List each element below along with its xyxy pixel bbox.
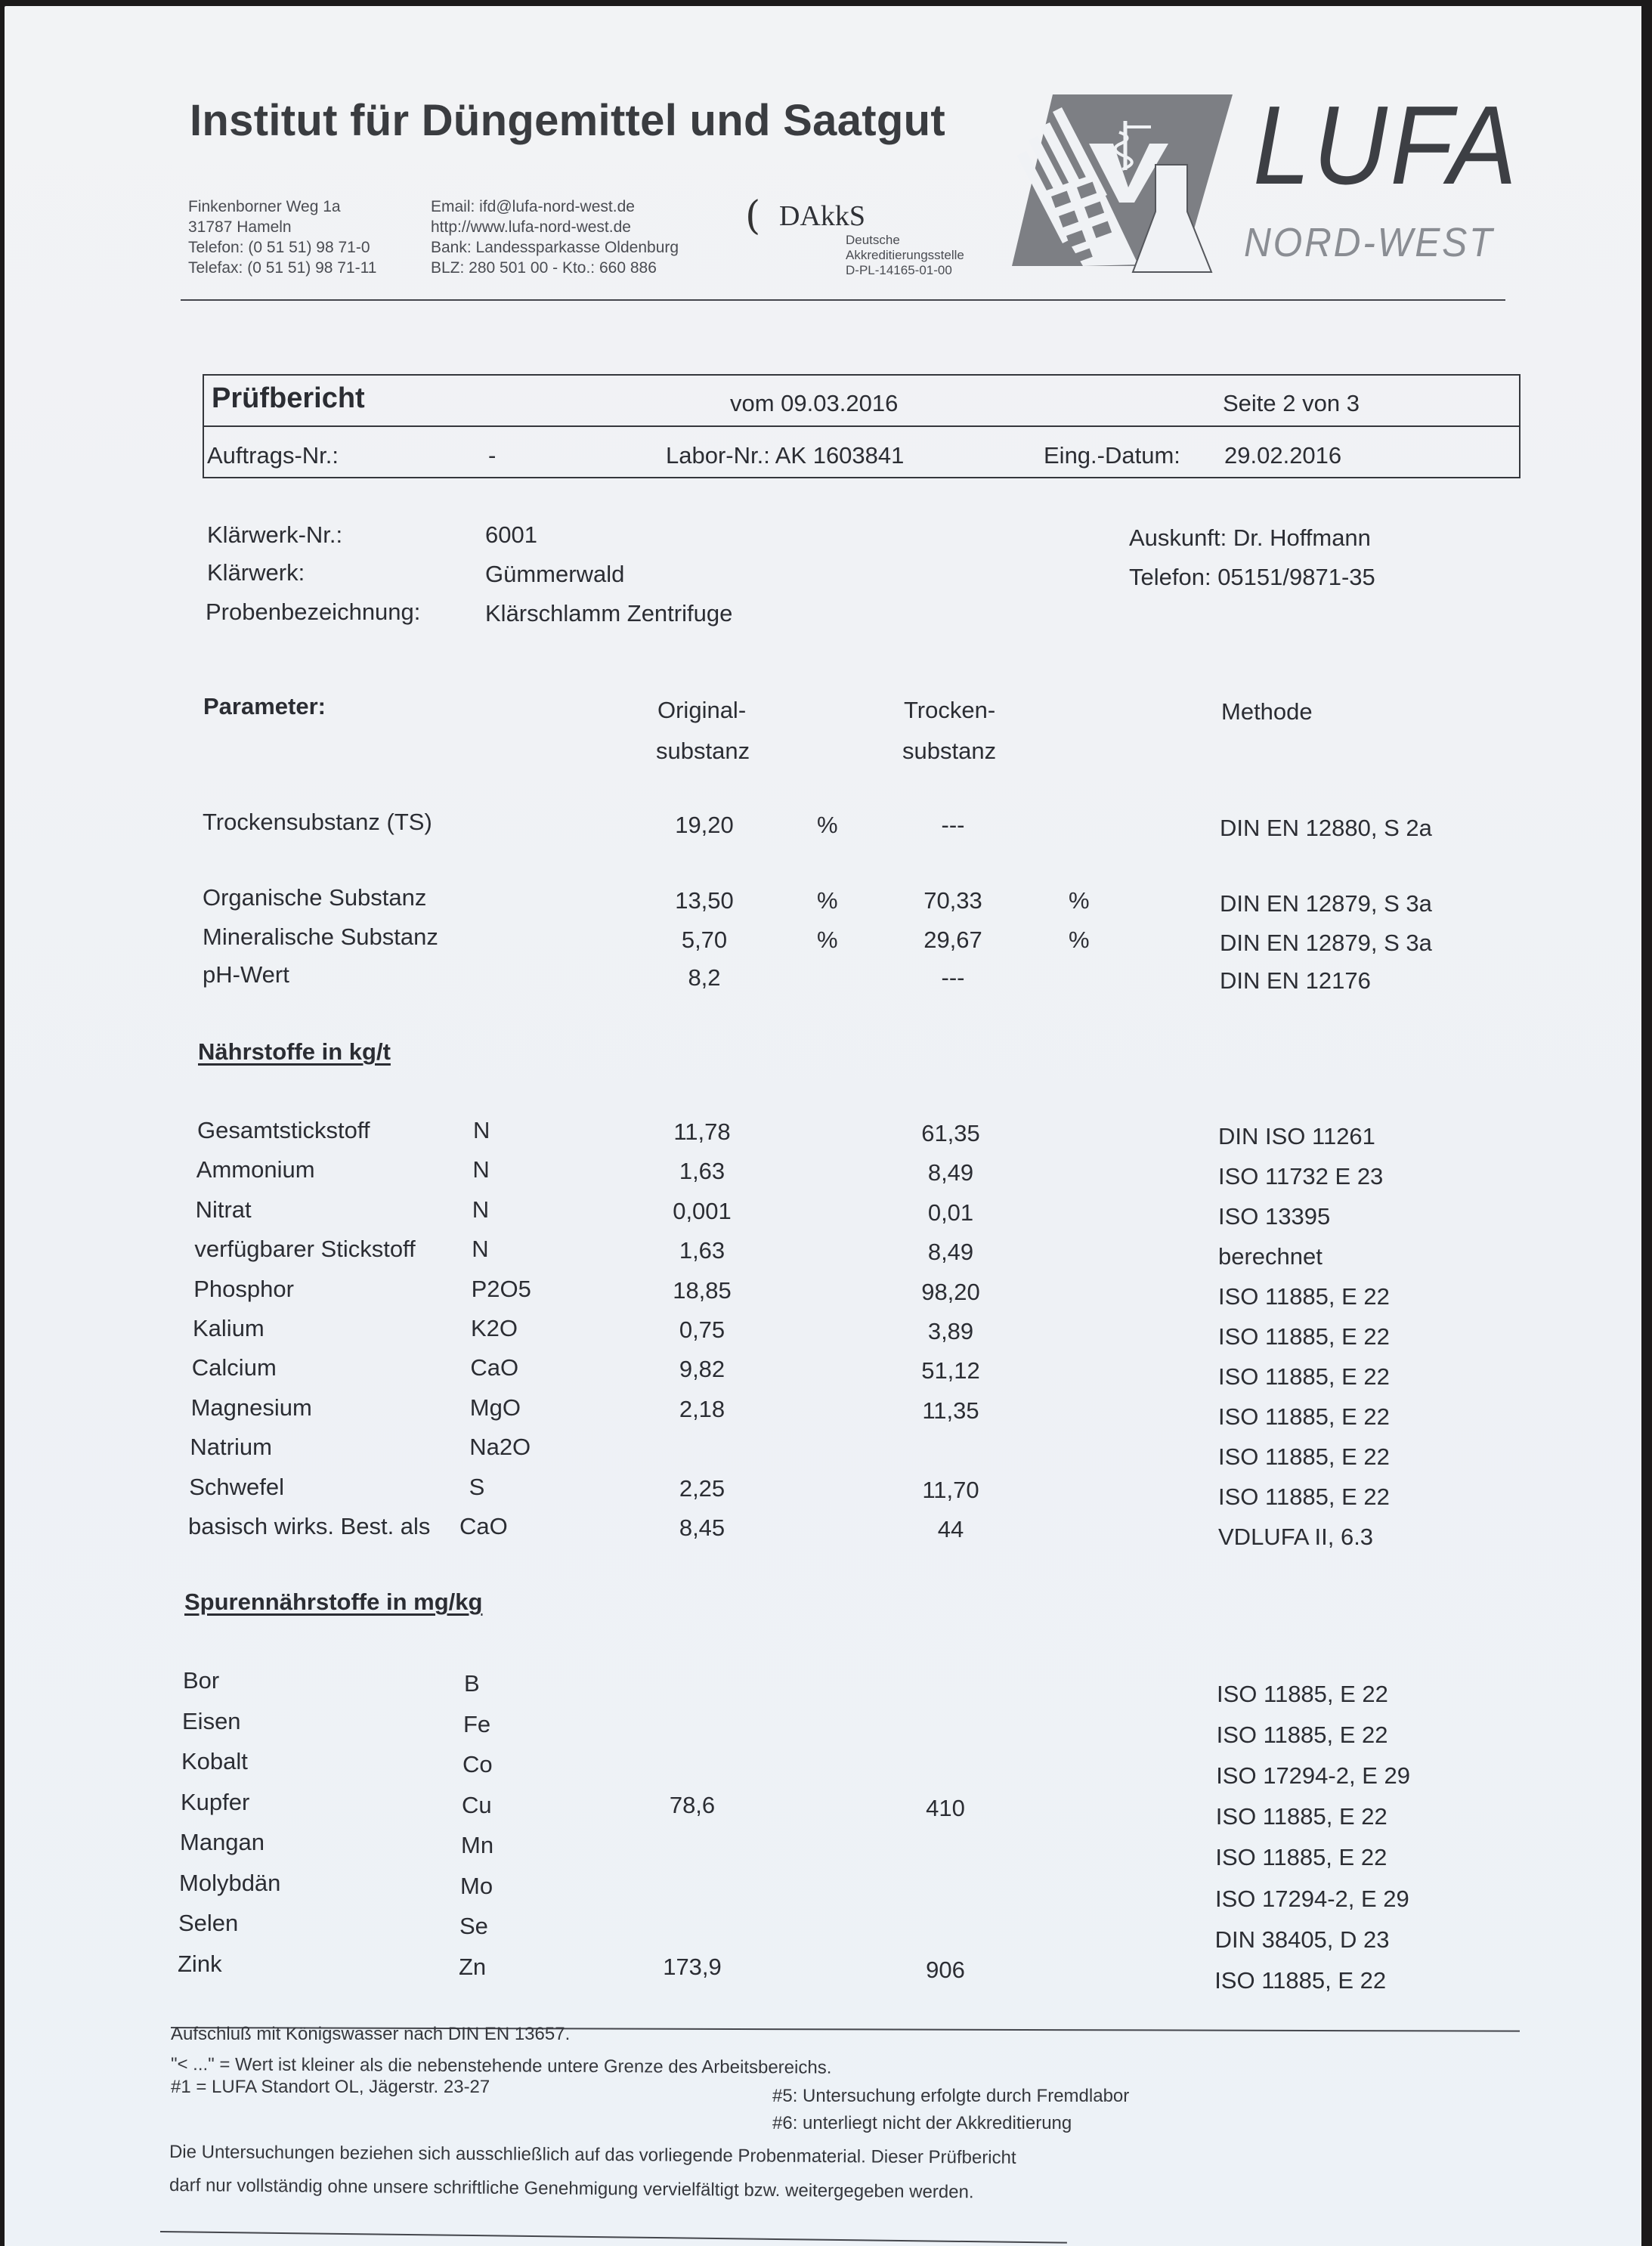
- nutrient-symbol: N: [473, 1117, 490, 1143]
- method: ISO 11885, E 22: [1217, 1681, 1388, 1707]
- nutrient-name: Calcium: [191, 1354, 277, 1381]
- col-header-dry-2: substanz: [902, 738, 997, 764]
- method: ISO 17294-2, E 29: [1215, 1885, 1409, 1912]
- box-divider: [204, 425, 1519, 427]
- nutrient-name: Schwefel: [189, 1473, 284, 1500]
- nutrient-symbol: CaO: [470, 1354, 519, 1381]
- dry-value: 0,01: [927, 1199, 974, 1226]
- disclaimer-line-1: Die Untersuchungen beziehen sich ausschließlich auf das vorliegende Probenmaterial. Dieser Prüfbericht: [169, 2142, 1016, 2168]
- method: ISO 11885, E 22: [1218, 1483, 1390, 1510]
- nutrient-name: verfügbarer Stickstoff: [194, 1236, 416, 1263]
- method: DIN ISO 11261: [1218, 1123, 1375, 1149]
- footnote-6: #6: unterliegt nicht der Akkreditierung: [772, 2113, 1072, 2133]
- nutrient-symbol: N: [472, 1156, 490, 1183]
- institute-title: Institut für Düngemittel und Saatgut: [190, 96, 945, 145]
- original-value: 13,50: [675, 887, 734, 914]
- nutrient-symbol: CaO: [459, 1513, 508, 1539]
- col-header-parameter: Parameter:: [203, 693, 326, 719]
- plant-number-label: Klärwerk-Nr.:: [207, 521, 343, 548]
- nutrient-symbol: S: [469, 1473, 485, 1500]
- lufa-emblem-icon: [1006, 91, 1240, 280]
- original-value: 0,75: [679, 1316, 725, 1343]
- dry-value: 410: [926, 1794, 965, 1821]
- trace-name: Kupfer: [181, 1788, 250, 1815]
- trace-symbol: Mn: [461, 1832, 494, 1858]
- nutrient-symbol: Na2O: [469, 1434, 531, 1461]
- original-value: 2,18: [679, 1395, 725, 1422]
- original-value: 0,001: [673, 1197, 732, 1224]
- method: ISO 11885, E 22: [1218, 1403, 1390, 1430]
- order-number-label: Auftrags-Nr.:: [207, 442, 339, 469]
- method: ISO 11885, E 22: [1216, 1722, 1388, 1749]
- dry-unit: %: [1069, 927, 1090, 953]
- trace-symbol: Mo: [460, 1872, 493, 1899]
- nutrient-name: Natrium: [190, 1434, 272, 1461]
- method: VDLUFA II, 6.3: [1218, 1524, 1374, 1550]
- lufa-brand: LUFA: [1253, 83, 1520, 208]
- dakks-logo-icon: (: [745, 193, 761, 239]
- trace-symbol: Co: [462, 1751, 493, 1777]
- trace-name: Kobalt: [181, 1748, 248, 1774]
- plant-number-value: 6001: [485, 521, 537, 548]
- method: DIN EN 12879, S 3a: [1220, 930, 1432, 956]
- report-date: vom 09.03.2016: [730, 390, 899, 416]
- dry-value: 29,67: [923, 927, 982, 953]
- trace-name: Selen: [178, 1910, 239, 1936]
- nutrient-symbol: MgO: [469, 1394, 521, 1421]
- nutrient-symbol: N: [472, 1236, 489, 1263]
- trace-symbol: Fe: [463, 1710, 491, 1737]
- received-date-label: Eing.-Datum:: [1044, 442, 1180, 469]
- dry-value: ---: [941, 812, 965, 838]
- trace-name: Eisen: [182, 1707, 241, 1734]
- dry-value: 3,89: [927, 1318, 974, 1344]
- address-line: Finkenborner Weg 1a: [188, 198, 341, 215]
- method: ISO 11732 E 23: [1218, 1163, 1384, 1190]
- col-header-original-2: substanz: [656, 738, 750, 764]
- original-value: 8,45: [679, 1514, 725, 1541]
- dakks-subtitle-line: Akkreditierungsstelle: [846, 248, 964, 262]
- method: ISO 11885, E 22: [1214, 1966, 1387, 1994]
- plant-label: Klärwerk:: [207, 559, 305, 586]
- lab-number: Labor-Nr.: AK 1603841: [666, 442, 905, 469]
- original-value: 11,78: [673, 1118, 731, 1145]
- report-page: [5, 6, 1641, 2246]
- lufa-region: NORD-WEST: [1244, 220, 1495, 265]
- sample-label: Probenbezeichnung:: [206, 599, 421, 625]
- original-value: 8,2: [688, 964, 721, 991]
- dry-value: 61,35: [921, 1120, 980, 1146]
- dry-value: 8,49: [927, 1159, 974, 1186]
- trace-name: Mangan: [180, 1829, 265, 1855]
- footnote-digestion: Aufschluß mit Königswasser nach DIN EN 13657.: [171, 2024, 571, 2044]
- dry-value: ---: [941, 964, 965, 991]
- nutrient-name: Magnesium: [190, 1394, 312, 1421]
- email-text: Email: ifd@lufa-nord-west.de: [431, 198, 635, 215]
- method: ISO 11885, E 22: [1218, 1283, 1390, 1310]
- dakks-subtitle: [846, 233, 964, 278]
- dry-value: 51,12: [921, 1357, 980, 1384]
- trace-name: Bor: [183, 1667, 220, 1694]
- footnote-1: #1 = LUFA Standort OL, Jägerstr. 23-27: [171, 2077, 490, 2097]
- nutrient-name: Nitrat: [195, 1196, 252, 1223]
- original-value: 19,20: [675, 812, 734, 838]
- nutrient-symbol: K2O: [471, 1315, 518, 1341]
- sample-value: Klärschlamm Zentrifuge: [485, 600, 733, 626]
- contact-person: Auskunft: Dr. Hoffmann: [1129, 524, 1371, 551]
- trace-symbol: B: [464, 1670, 480, 1697]
- address-line: Telefon: (0 51 51) 98 71-0: [188, 239, 370, 256]
- contact-block: [431, 196, 679, 278]
- nutrient-name: Ammonium: [196, 1156, 315, 1183]
- dry-value: 11,35: [922, 1397, 979, 1424]
- bank-account-text: BLZ: 280 501 00 - Kto.: 660 886: [431, 259, 657, 277]
- nutrients-heading: Nährstoffe in kg/t: [198, 1038, 391, 1065]
- page-number: Seite 2 von 3: [1223, 390, 1360, 416]
- col-header-dry-1: Trocken-: [904, 697, 996, 723]
- method: ISO 11885, E 22: [1215, 1803, 1387, 1830]
- dry-value: 11,70: [922, 1476, 979, 1503]
- contact-phone: Telefon: 05151/9871-35: [1129, 564, 1375, 590]
- plant-value: Gümmerwald: [485, 561, 625, 587]
- method: DIN EN 12879, S 3a: [1220, 890, 1432, 917]
- nutrient-name: Kalium: [193, 1315, 265, 1341]
- order-number-value: -: [488, 442, 497, 469]
- original-unit: %: [817, 927, 838, 953]
- address-line: Telefax: (0 51 51) 98 71-11: [188, 259, 377, 277]
- trace-symbol: Zn: [459, 1953, 487, 1980]
- method: berechnet: [1218, 1243, 1323, 1270]
- dry-value: 44: [937, 1516, 964, 1542]
- param-name: Mineralische Substanz: [203, 923, 438, 950]
- dakks-subtitle-line: Deutsche: [846, 233, 900, 247]
- original-value: 5,70: [681, 927, 728, 953]
- col-header-method: Methode: [1221, 698, 1313, 725]
- trace-symbol: Cu: [462, 1791, 492, 1818]
- bank-text: Bank: Landessparkasse Oldenburg: [431, 239, 679, 256]
- method: ISO 11885, E 22: [1215, 1844, 1387, 1871]
- address-line: 31787 Hameln: [188, 218, 292, 236]
- original-unit: %: [817, 887, 838, 914]
- footnote-5: #5: Untersuchung erfolgte durch Fremdlabor: [772, 2086, 1130, 2106]
- method: DIN EN 12176: [1220, 967, 1371, 994]
- dry-value: 70,33: [923, 887, 982, 914]
- method: DIN 38405, D 23: [1214, 1926, 1390, 1953]
- param-name: Organische Substanz: [203, 884, 427, 911]
- header-divider: [181, 299, 1505, 301]
- original-value: 78,6: [669, 1791, 716, 1818]
- report-title: Prüfbericht: [212, 382, 365, 414]
- dakks-name: DAkkS: [779, 200, 866, 232]
- dry-value: 98,20: [921, 1278, 980, 1305]
- original-value: 1,63: [679, 1237, 725, 1264]
- original-value: 173,9: [663, 1953, 722, 1980]
- method: ISO 11885, E 22: [1218, 1323, 1390, 1350]
- original-value: 9,82: [679, 1356, 725, 1383]
- footnote-less-than: "< ..." = Wert ist kleiner als die nebenstehende untere Grenze des Arbeitsbereichs.: [170, 2054, 832, 2078]
- received-date-value: 29.02.2016: [1224, 442, 1342, 469]
- address-block: [188, 196, 376, 278]
- param-name: pH-Wert: [203, 961, 289, 988]
- dakks-accreditation-number: D-PL-14165-01-00: [846, 263, 952, 277]
- param-name: Trockensubstanz (TS): [203, 809, 432, 835]
- trace-symbol: Se: [459, 1913, 488, 1939]
- dry-unit: %: [1069, 887, 1090, 914]
- method: ISO 11885, E 22: [1218, 1443, 1390, 1470]
- original-value: 2,25: [679, 1474, 725, 1502]
- method: DIN EN 12880, S 2a: [1220, 815, 1432, 841]
- trace-nutrients-heading: Spurennährstoffe in mg/kg: [184, 1589, 483, 1615]
- page-footer-divider: [160, 2231, 1067, 2244]
- trace-name: Molybdän: [179, 1869, 281, 1896]
- col-header-original-1: Original-: [657, 697, 747, 723]
- website-text: http://www.lufa-nord-west.de: [431, 218, 631, 236]
- dry-value: 906: [926, 1956, 965, 1983]
- original-unit: %: [817, 812, 838, 838]
- original-value: 1,63: [679, 1158, 725, 1185]
- nutrient-symbol: N: [472, 1196, 490, 1223]
- nutrient-name: Gesamtstickstoff: [197, 1117, 370, 1143]
- method: ISO 11885, E 22: [1218, 1363, 1390, 1390]
- nutrient-symbol: P2O5: [471, 1275, 531, 1302]
- method: ISO 13395: [1218, 1203, 1331, 1230]
- original-value: 18,85: [673, 1276, 732, 1304]
- trace-name: Zink: [178, 1950, 222, 1977]
- nutrient-name: Phosphor: [193, 1275, 294, 1302]
- nutrient-name: basisch wirks. Best. als: [188, 1513, 431, 1539]
- disclaimer-line-2: darf nur vollständig ohne unsere schriftliche Genehmigung vervielfältigt bzw. weitergegeben werden.: [169, 2175, 974, 2203]
- method: ISO 17294-2, E 29: [1216, 1762, 1410, 1790]
- dry-value: 8,49: [927, 1239, 974, 1266]
